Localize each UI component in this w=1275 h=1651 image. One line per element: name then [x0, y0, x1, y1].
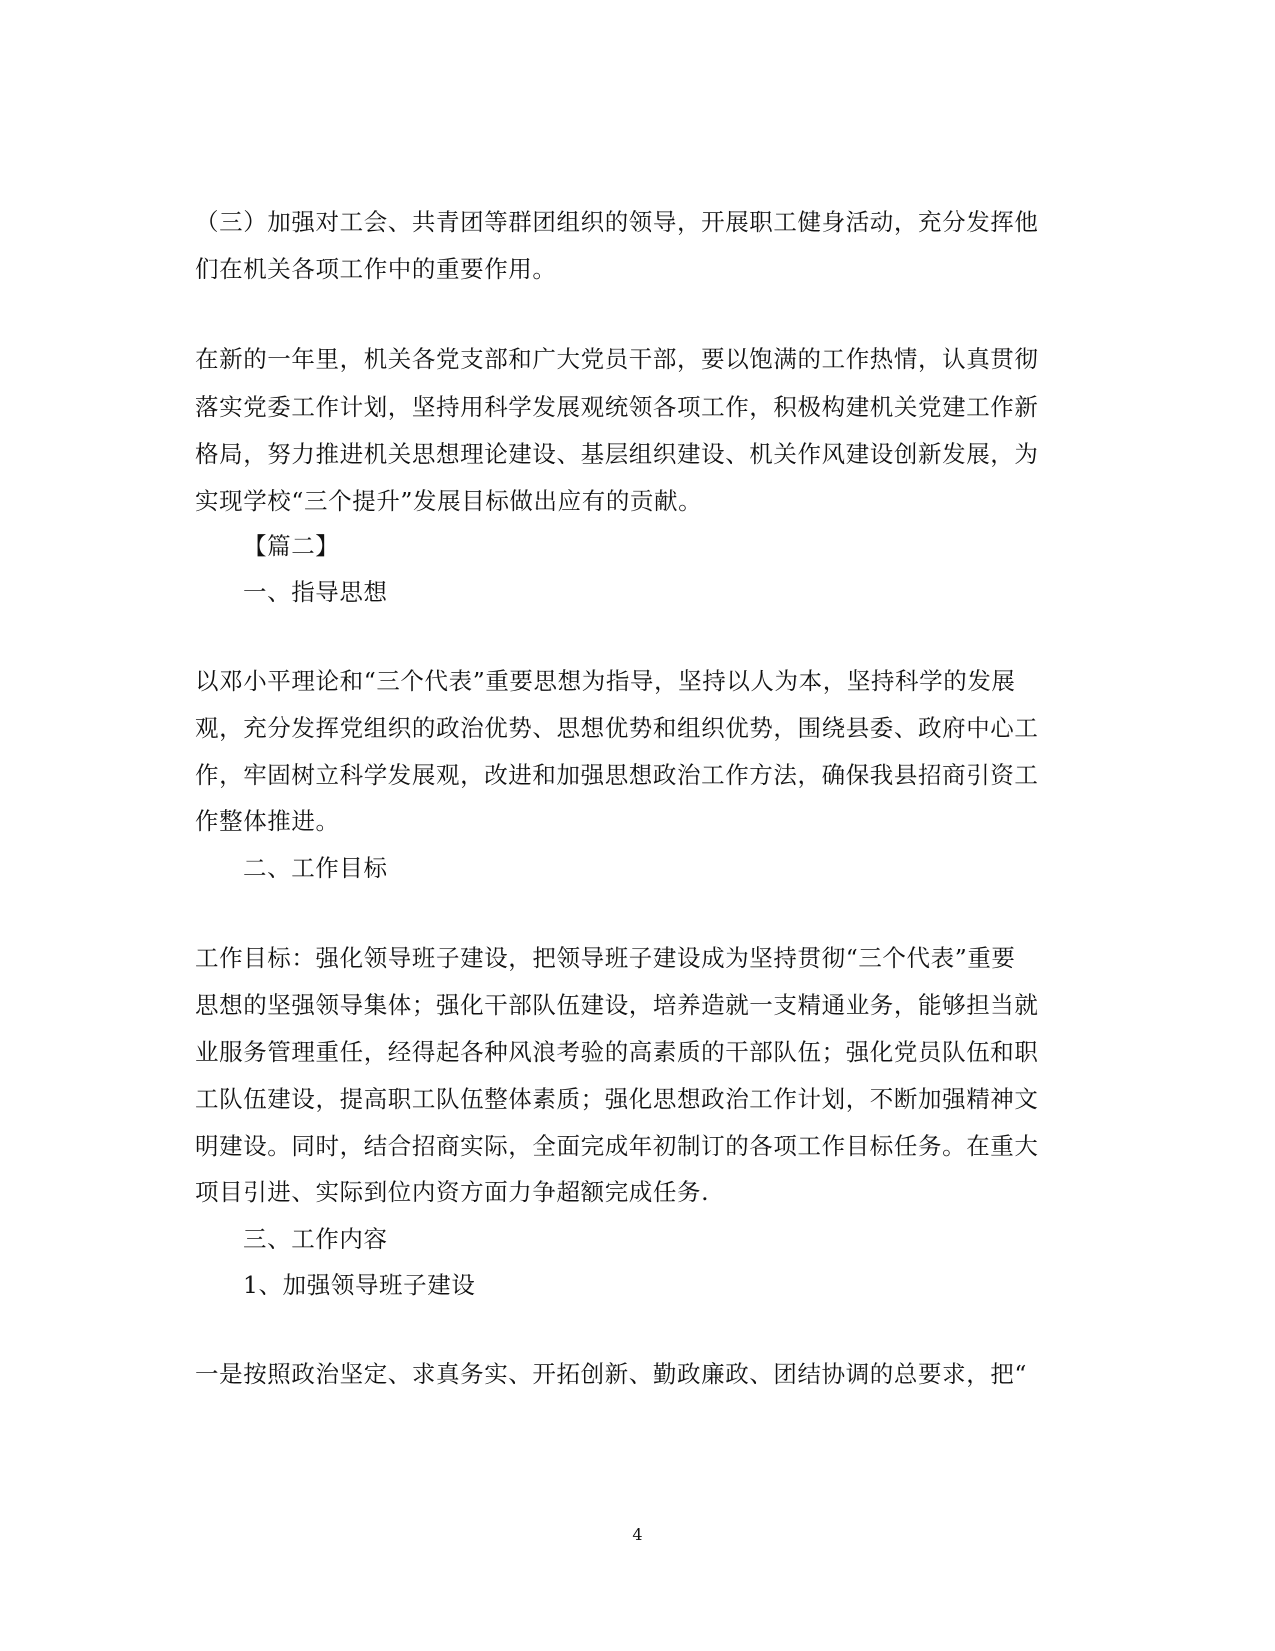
text-line: 落实党委工作计划，坚持用科学发展观统领各项工作，积极构建机关党建工作新: [195, 393, 1039, 421]
text-line: 业服务管理重任，经得起各种风浪考验的高素质的干部队伍；强化党员队伍和职: [195, 1038, 1039, 1066]
text-line: 在新的一年里，机关各党支部和广大党员干部，要以饱满的工作热情，认真贯彻: [195, 345, 1039, 373]
text-line: 工队伍建设，提高职工队伍整体素质；强化思想政治工作计划，不断加强精神文: [195, 1085, 1039, 1113]
text-line: 格局，努力推进机关思想理论建设、基层组织建设、机关作风建设创新发展，为: [195, 440, 1039, 468]
text-line: 思想的坚强领导集体；强化干部队伍建设，培养造就一支精通业务，能够担当就: [195, 991, 1039, 1019]
text-line: 作，牢固树立科学发展观，改进和加强思想政治工作方法，确保我县招商引资工: [195, 761, 1039, 789]
section-heading: 三、工作内容: [243, 1225, 388, 1253]
text-line: 们在机关各项工作中的重要作用。: [195, 255, 557, 283]
page-number: 4: [632, 1525, 643, 1544]
text-line: 观，充分发挥党组织的政治优势、思想优势和组织优势，围绕县委、政府中心工: [195, 714, 1039, 742]
text-line: 项目引进、实际到位内资方面力争超额完成任务.: [195, 1178, 710, 1206]
text-line: 作整体推进。: [195, 807, 340, 835]
section-heading: 1、加强领导班子建设: [243, 1271, 476, 1299]
text-line: 实现学校“三个提升”发展目标做出应有的贡献。: [195, 487, 703, 515]
text-line: 以邓小平理论和“三个代表”重要思想为指导，坚持以人为本，坚持科学的发展: [195, 667, 1016, 695]
section-heading: 一、指导思想: [243, 578, 388, 606]
section-heading: 二、工作目标: [243, 854, 388, 882]
text-line: 一是按照政治坚定、求真务实、开拓创新、勤政廉政、团结协调的总要求，把“: [195, 1360, 1028, 1388]
text-line: 明建设。同时，结合招商实际，全面完成年初制订的各项工作目标任务。在重大: [195, 1132, 1039, 1160]
text-line: 工作目标：强化领导班子建设，把领导班子建设成为坚持贯彻“三个代表”重要: [195, 944, 1016, 972]
text-line: （三）加强对工会、共青团等群团组织的领导，开展职工健身活动，充分发挥他: [195, 208, 1039, 236]
section-heading: 【篇二】: [243, 532, 340, 560]
